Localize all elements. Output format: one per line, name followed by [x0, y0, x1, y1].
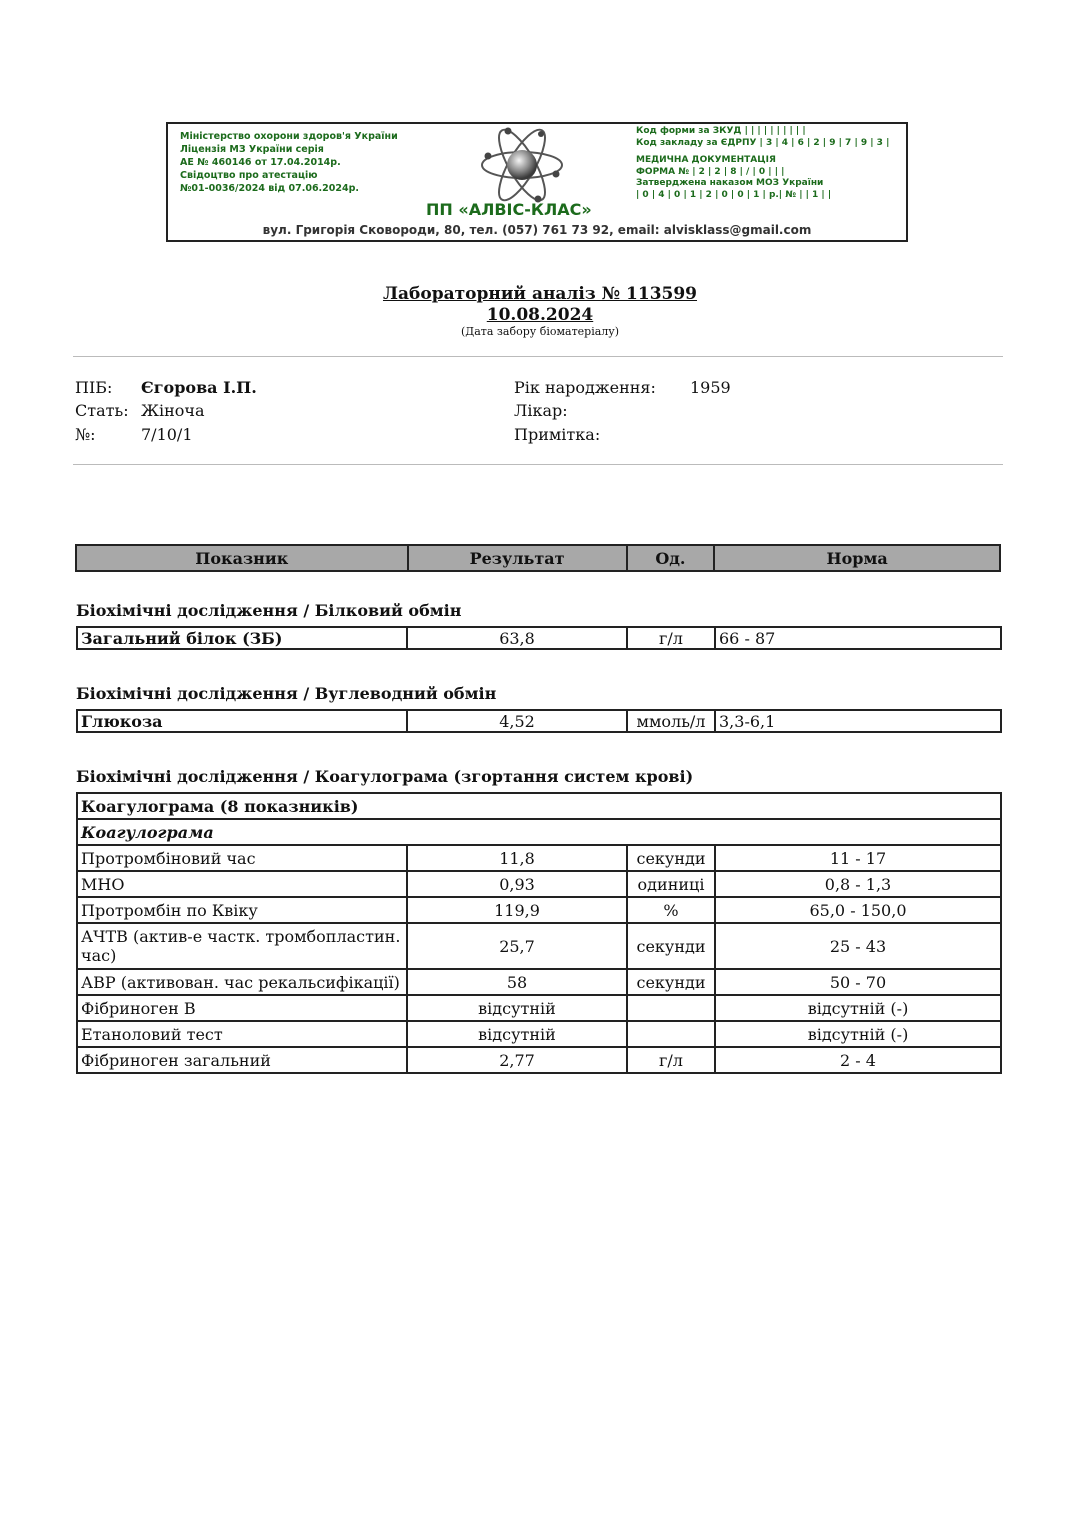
result-value: відсутній	[407, 1021, 627, 1047]
norm-range: відсутній (-)	[715, 995, 1001, 1021]
result-unit: секунди	[627, 969, 715, 995]
section-title: Біохімічні дослідження / Коагулограма (згортання систем крові)	[76, 767, 694, 786]
note-label: Примітка:	[514, 425, 601, 444]
indicator-name: Фібриноген загальний	[77, 1047, 407, 1073]
indicator-name: МНО	[77, 871, 407, 897]
indicator-name: АЧТВ (актив-е частк. тромбопластин. час)	[77, 923, 407, 969]
form-codes	[636, 126, 889, 201]
norm-range: 3,3-6,1	[715, 710, 1001, 732]
results-table	[76, 709, 1002, 733]
form-code-line: МЕДИЧНА ДОКУМЕНТАЦІЯ	[636, 155, 776, 165]
license-line: Ліцензія МЗ України серія	[180, 144, 324, 155]
col-unit: Од.	[628, 546, 716, 570]
indicator-name: Глюкоза	[77, 710, 407, 732]
norm-range: 0,8 - 1,3	[715, 871, 1001, 897]
indicator-name: Етаноловий тест	[77, 1021, 407, 1047]
result-value: 2,77	[407, 1047, 627, 1073]
result-unit: одиниці	[627, 871, 715, 897]
form-code-line: Затверджена наказом МОЗ України	[636, 178, 824, 188]
result-value: 58	[407, 969, 627, 995]
col-norm: Норма	[826, 548, 888, 568]
license-line: Міністерство охорони здоров'я України	[180, 131, 398, 142]
license-line: №01-0036/2024 від 07.06.2024р.	[180, 183, 360, 194]
doctor-label: Лікар:	[514, 401, 568, 420]
table-row	[77, 1021, 1001, 1047]
sex-label: Стать:	[75, 401, 129, 420]
group-title: Коагулограма (8 показників)	[77, 793, 1001, 819]
table-row	[77, 871, 1001, 897]
form-code-line: ФОРМА № | 2 | 2 | 8 | / | 0 | | |	[636, 166, 785, 177]
company-address: вул. Григорія Сковороди, 80, тел. (057) 761 73 92, email: alvisklass@gmail.com	[262, 223, 812, 237]
number-label: №:	[75, 425, 96, 444]
norm-range: 50 - 70	[715, 969, 1001, 995]
result-value: 119,9	[407, 897, 627, 923]
result-unit: ммоль/л	[627, 710, 715, 732]
form-code-line: Код закладу за ЄДРПУ | 3 | 4 | 6 | 2 | 9 | 7 | 9 | 3 |	[636, 137, 890, 148]
patient-number: 7/10/1	[141, 425, 193, 444]
norm-range: 25 - 43	[715, 923, 1001, 969]
table-row	[77, 627, 1001, 649]
patient-sex: Жіноча	[141, 401, 205, 420]
result-value: 25,7	[407, 923, 627, 969]
patient-name: Єгорова І.П.	[141, 378, 257, 397]
results-table	[76, 792, 1002, 1074]
indicator-name: Протромбін по Квіку	[77, 897, 407, 923]
table-row	[77, 1047, 1001, 1073]
section-title: Біохімічні дослідження / Білковий обмін	[76, 601, 462, 620]
result-unit: г/л	[627, 627, 715, 649]
indicator-name: АВР (активован. час рекальсифікації)	[77, 969, 407, 995]
section-title: Біохімічні дослідження / Вуглеводний обмін	[76, 684, 497, 703]
norm-range: 2 - 4	[715, 1047, 1001, 1073]
indicator-name: Загальний білок (ЗБ)	[77, 627, 407, 649]
form-code-line: Код форми за ЗКУД | | | | | | | | | |	[636, 126, 806, 136]
col-result: Результат	[409, 546, 628, 570]
table-group-row	[77, 793, 1001, 819]
norm-range: відсутній (-)	[715, 1021, 1001, 1047]
col-indicator: Показник	[77, 546, 409, 570]
result-value: 4,52	[407, 710, 627, 732]
table-row	[77, 897, 1001, 923]
name-label: ПІБ:	[75, 378, 113, 397]
license-line: Свідоцтво про атестацію	[180, 170, 318, 181]
indicator-name: Протромбіновий час	[77, 845, 407, 871]
report-title: Лабораторний аналіз № 113599	[382, 284, 698, 304]
divider	[73, 464, 1003, 465]
results-table	[76, 626, 1002, 650]
norm-range: 65,0 - 150,0	[715, 897, 1001, 923]
norm-range: 11 - 17	[715, 845, 1001, 871]
result-value: 63,8	[407, 627, 627, 649]
license-line: АЕ № 460146 от 17.04.2014р.	[180, 157, 341, 168]
table-row	[77, 969, 1001, 995]
company-name: ПП «АЛВІС-КЛАС»	[426, 200, 592, 219]
atom-logo-icon	[478, 126, 566, 204]
table-row	[77, 923, 1001, 969]
report-date-caption: (Дата забору біоматеріалу)	[460, 325, 620, 338]
divider	[73, 356, 1003, 357]
table-row	[77, 995, 1001, 1021]
table-row	[77, 710, 1001, 732]
result-unit	[627, 995, 715, 1021]
result-value: відсутній	[407, 995, 627, 1021]
indicator-name: Фібриноген В	[77, 995, 407, 1021]
result-value: 0,93	[407, 871, 627, 897]
result-unit: секунди	[627, 845, 715, 871]
result-unit: %	[627, 897, 715, 923]
birth-label: Рік народження:	[514, 378, 656, 397]
result-unit	[627, 1021, 715, 1047]
table-row	[77, 845, 1001, 871]
license-info	[180, 130, 398, 195]
result-unit: г/л	[627, 1047, 715, 1073]
patient-birth-year: 1959	[690, 378, 731, 397]
report-date: 10.08.2024	[486, 305, 594, 325]
form-code-line: | 0 | 4 | 0 | 1 | 2 | 0 | 0 | 1 | р.| № | | 1 | |	[636, 189, 832, 200]
table-subgroup-row	[77, 819, 1001, 845]
subgroup-title: Коагулограма	[77, 819, 1001, 845]
norm-range: 66 - 87	[715, 627, 1001, 649]
result-value: 11,8	[407, 845, 627, 871]
clinic-header	[166, 122, 908, 242]
result-unit: секунди	[627, 923, 715, 969]
results-table-header	[75, 544, 1001, 572]
